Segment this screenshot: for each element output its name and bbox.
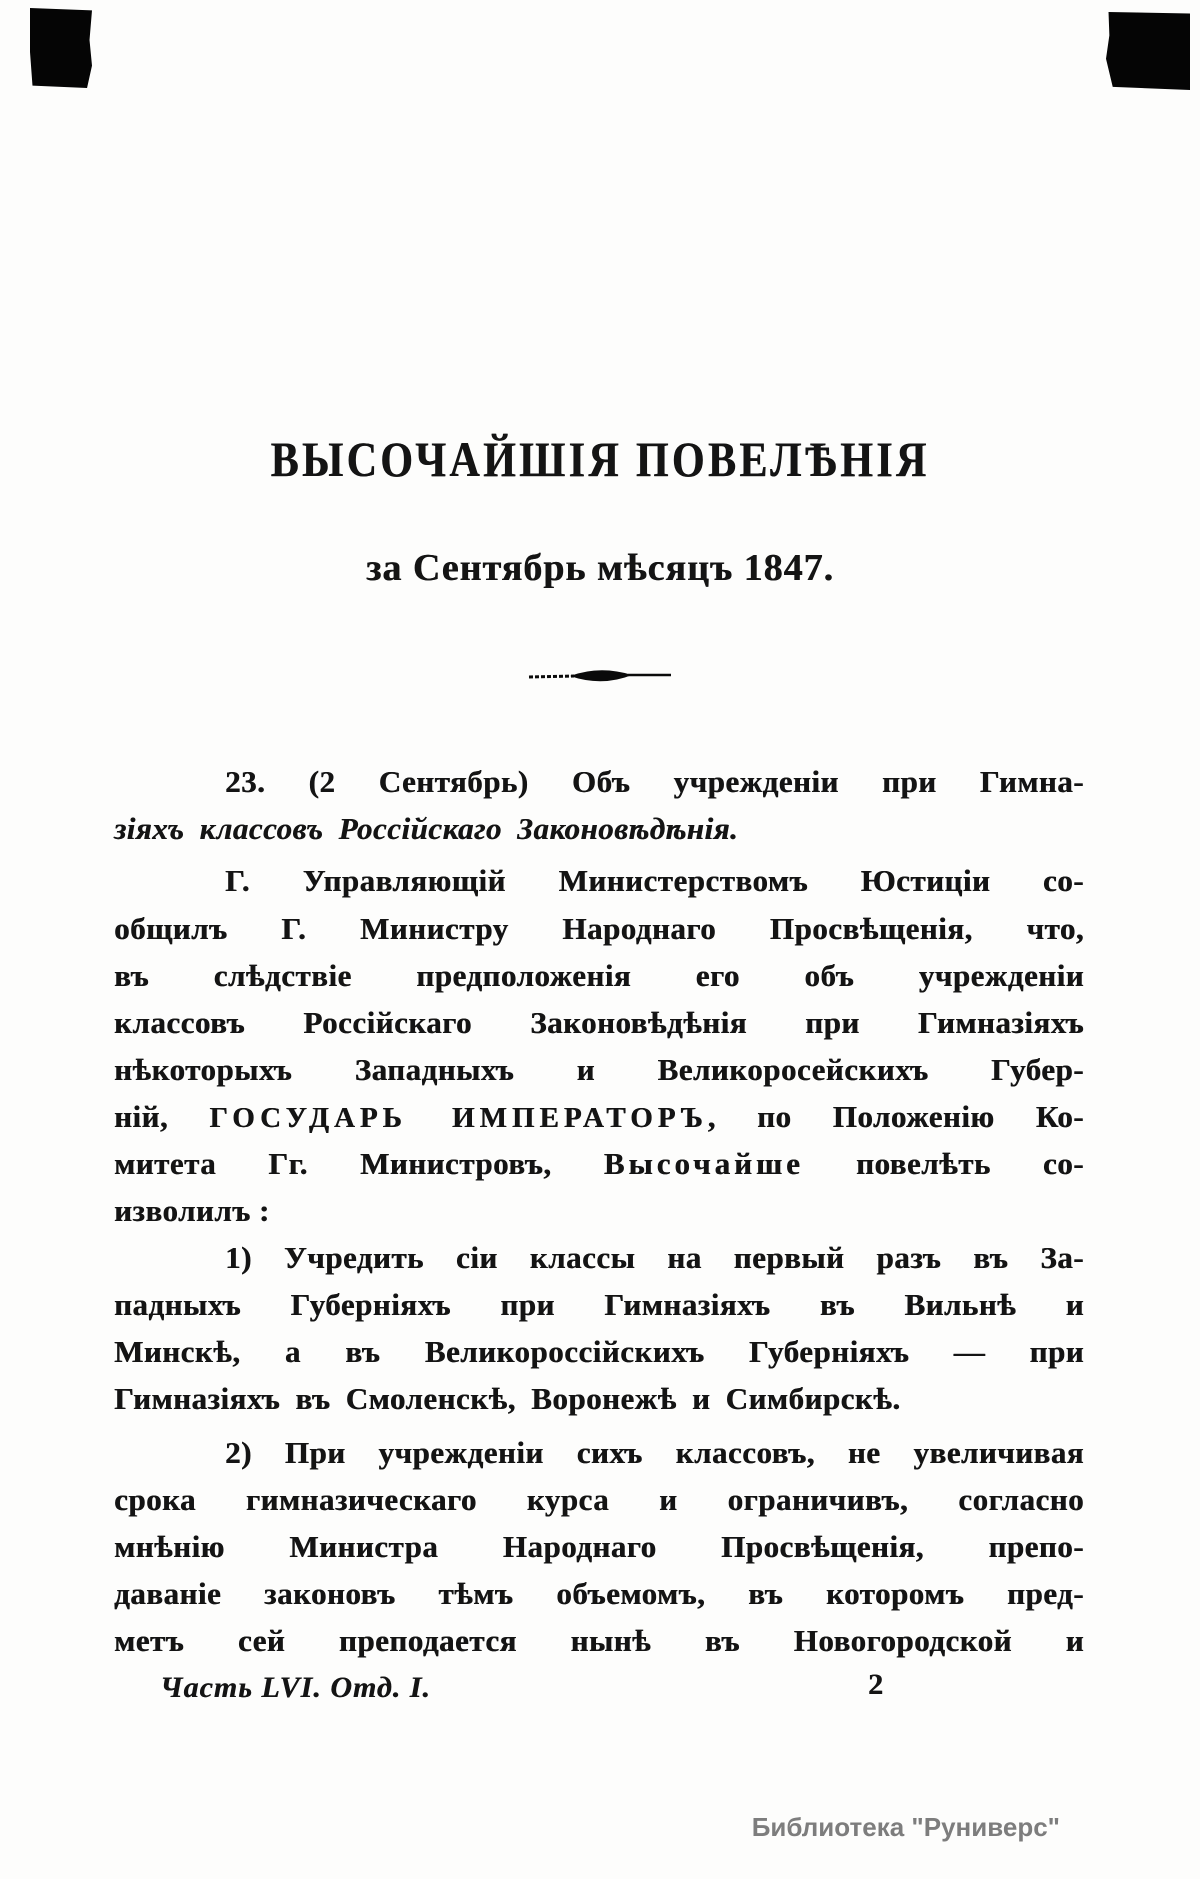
text-line: зіяхъ классовъ Россійскаго Законовѣдѣнія. [114,811,739,846]
text-line: Г. Управляющій Министерствомъ Юстиціи со- [225,863,1084,898]
scan-artifact-top-right [1106,12,1190,90]
text-line: классовъ Россійскаго Законовѣдѣнія при Гимназіяхъ [114,1005,1084,1040]
text-line: изволилъ : [114,1193,270,1228]
text-line: падныхъ Губерніяхъ при Гимназіяхъ въ Вильнѣ и [114,1287,1084,1322]
text-line: срока гимназическаго курса и ограничивъ, согласно [114,1482,1084,1517]
text-line: въ слѣдствіе предположенія его объ учрежденіи [114,958,1084,993]
text-line: Минскѣ, а въ Великороссійскихъ Губерніяхъ — при [114,1334,1084,1369]
article-number-date: 23. (2 Сентябрь) [225,764,572,799]
page-number: 2 [868,1668,883,1701]
text-line: нѣкоторыхъ Западныхъ и Великоросейскихъ Губер- [114,1052,1084,1087]
text-line: метъ сей преподается нынѣ въ Новогородской и [114,1623,1084,1658]
article-title-start: Объ учрежденіи при Гимна- [571,764,1084,799]
section-divider-ornament [528,668,672,684]
highest-order-spaced: Высочайше [603,1146,804,1181]
text-line [114,761,1084,808]
text-line: общилъ Г. Министру Народнаго Просвѣщенія, что, [114,911,1084,946]
page-subtitle: за Сентябрь мѣсяцъ 1847. [365,547,835,589]
emperor-caps: ГОСУДАРЬ ИМПЕРАТОРЪ [209,1102,708,1134]
text-segment: ній, [114,1099,210,1134]
text-line: Гимназіяхъ въ Смоленскѣ, Воронежѣ и Симбирскѣ. [114,1381,901,1416]
text-line [114,1096,1084,1143]
text-line: 2) При учрежденіи сихъ классовъ, не увеличивая [225,1435,1084,1470]
page-title: ВЫСОЧАЙШІЯ ПОВЕЛѢНІЯ [270,431,930,487]
volume-part-label: Часть LVI. Отд. I. [160,1671,431,1704]
text-line: 1) Учредить сіи классы на первый разъ въ За- [225,1240,1084,1275]
text-segment: повелѣть со- [803,1146,1084,1181]
text-segment: , по Положенію Ко- [707,1099,1085,1134]
text-segment: митета Гг. Министровъ, [114,1146,604,1181]
text-line: даваніе законовъ тѣмъ объемомъ, въ которомъ пред- [114,1576,1084,1611]
text-line: мнѣнію Министра Народнаго Просвѣщенія, препо- [114,1529,1084,1564]
library-watermark: Библиотека "Руниверс" [751,1812,1060,1842]
scan-artifact-top-left [30,8,92,88]
text-line [114,1143,1084,1190]
